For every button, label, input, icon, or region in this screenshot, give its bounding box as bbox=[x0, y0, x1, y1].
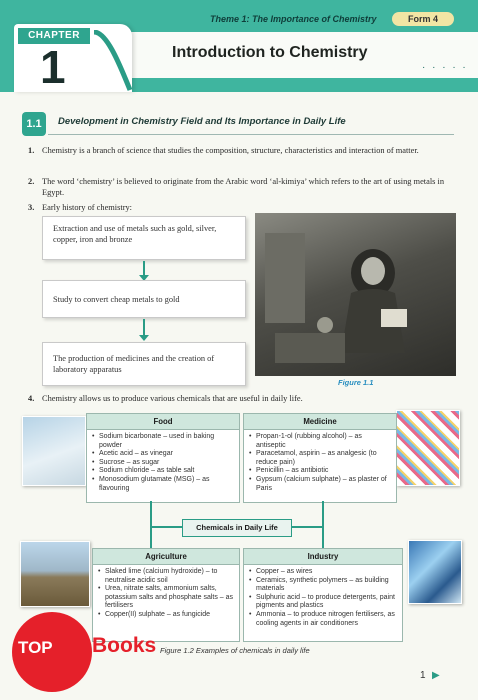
section-title: Development in Chemistry Field and Its Importance in Daily Life bbox=[58, 116, 346, 127]
point-2 bbox=[28, 176, 458, 198]
flow-arrow bbox=[143, 319, 145, 336]
connector-line bbox=[150, 526, 182, 528]
form-badge: Form 4 bbox=[392, 12, 454, 26]
chapter-label: CHAPTER bbox=[18, 28, 90, 44]
agriculture-item: • Urea, nitrate salts, ammonium salts, potassium salts and phosphate salts – as fertilisers bbox=[105, 585, 235, 611]
medicine-item: • Paracetamol, aspirin – as analgesic (to reduce pain) bbox=[256, 450, 392, 467]
industry-item: • Ceramics, synthetic polymers – as building materials bbox=[256, 577, 398, 594]
chemicals-center-box: Chemicals in Daily Life bbox=[182, 519, 292, 537]
chapter-number: 1 bbox=[40, 41, 66, 93]
point-text: The word ‘chemistry’ is believed to originate from the Arabic word ‘al-kimiya’ which refers to the art of using metals in Egypt. bbox=[42, 177, 445, 197]
decorative-dots: · · · · · bbox=[422, 62, 468, 73]
point-number: 1. bbox=[28, 146, 35, 155]
industry-item: • Ammonia – to produce nitrogen fertilisers, as cooling agents in air conditioners bbox=[256, 611, 398, 628]
point-3 bbox=[28, 202, 458, 213]
medicine-item: • Propan-1-ol (rubbing alcohol) – as antiseptic bbox=[256, 433, 392, 450]
point-1 bbox=[28, 145, 458, 156]
chapter-title: Introduction to Chemistry bbox=[172, 44, 368, 61]
connector-line bbox=[150, 526, 152, 548]
alchemist-image bbox=[255, 213, 456, 376]
point-number: 3. bbox=[28, 203, 35, 212]
industry-title: Industry bbox=[244, 549, 402, 565]
industry-photo bbox=[408, 540, 462, 604]
point-text: Early history of chemistry: bbox=[42, 203, 133, 212]
topbooks-logo-top: TOP bbox=[18, 638, 53, 657]
industry-list bbox=[244, 568, 402, 628]
page-number: 1 bbox=[420, 670, 426, 681]
industry-box bbox=[243, 548, 403, 642]
food-list bbox=[87, 433, 239, 493]
agriculture-item: • Copper(II) sulphate – as fungicide bbox=[105, 611, 235, 620]
agriculture-box bbox=[92, 548, 240, 642]
agriculture-title: Agriculture bbox=[93, 549, 239, 565]
medicine-pills-photo bbox=[396, 410, 460, 486]
food-item: • Sodium chloride – as table salt bbox=[99, 467, 235, 476]
theme-title: Theme 1: The Importance of Chemistry bbox=[210, 14, 377, 24]
flow-arrow bbox=[143, 261, 145, 276]
industry-item: • Sulphuric acid – to produce detergents, paint pigments and plastics bbox=[256, 594, 398, 611]
medicine-item: • Penicillin – as antibiotic bbox=[256, 467, 392, 476]
medicine-box bbox=[243, 413, 397, 503]
history-step-3: The production of medicines and the creation of laboratory apparatus bbox=[42, 342, 246, 386]
history-step-1: Extraction and use of metals such as gold, silver, copper, iron and bronze bbox=[42, 216, 246, 260]
food-item: • Acetic acid – as vinegar bbox=[99, 450, 235, 459]
point-number: 4. bbox=[28, 394, 35, 403]
point-text: Chemistry is a branch of science that studies the composition, structure, characteristics and interaction of matter. bbox=[42, 146, 419, 155]
food-box bbox=[86, 413, 240, 503]
industry-item: • Copper – as wires bbox=[256, 568, 398, 577]
connector-line bbox=[290, 526, 324, 528]
connector-line bbox=[322, 501, 324, 527]
food-title: Food bbox=[87, 414, 239, 430]
food-item: • Sucrose – as sugar bbox=[99, 459, 235, 468]
alchemist-figure bbox=[255, 213, 456, 376]
medicine-item: • Gypsum (calcium sulphate) – as plaster of Paris bbox=[256, 476, 392, 493]
baking-soda-photo bbox=[22, 416, 86, 486]
topbooks-logo-books: Books bbox=[92, 634, 157, 657]
chapter-swoosh bbox=[92, 30, 132, 92]
agriculture-item: • Slaked lime (calcium hydroxide) – to neutralise acidic soil bbox=[105, 568, 235, 585]
point-text: Chemistry allows us to produce various chemicals that are useful in daily life. bbox=[42, 394, 303, 403]
medicine-title: Medicine bbox=[244, 414, 396, 430]
medicine-list bbox=[244, 433, 396, 493]
section-number: 1.1 bbox=[22, 112, 46, 136]
point-4 bbox=[28, 393, 458, 404]
connector-line bbox=[322, 526, 324, 548]
food-item: • Monosodium glutamate (MSG) – as flavouring bbox=[99, 476, 235, 493]
connector-line bbox=[150, 501, 152, 527]
agriculture-list bbox=[93, 568, 239, 620]
figure-2-caption: Figure 1.2 Examples of chemicals in daily life bbox=[160, 646, 310, 655]
point-number: 2. bbox=[28, 177, 35, 186]
figure-1-caption: Figure 1.1 bbox=[338, 378, 374, 387]
flow-arrowhead bbox=[139, 335, 149, 341]
section-underline bbox=[48, 134, 454, 135]
page-arrow-icon: ▶ bbox=[432, 670, 440, 681]
food-item: • Sodium bicarbonate – used in baking powder bbox=[99, 433, 235, 450]
history-step-2: Study to convert cheap metals to gold bbox=[42, 280, 246, 318]
agriculture-photo bbox=[20, 541, 90, 607]
